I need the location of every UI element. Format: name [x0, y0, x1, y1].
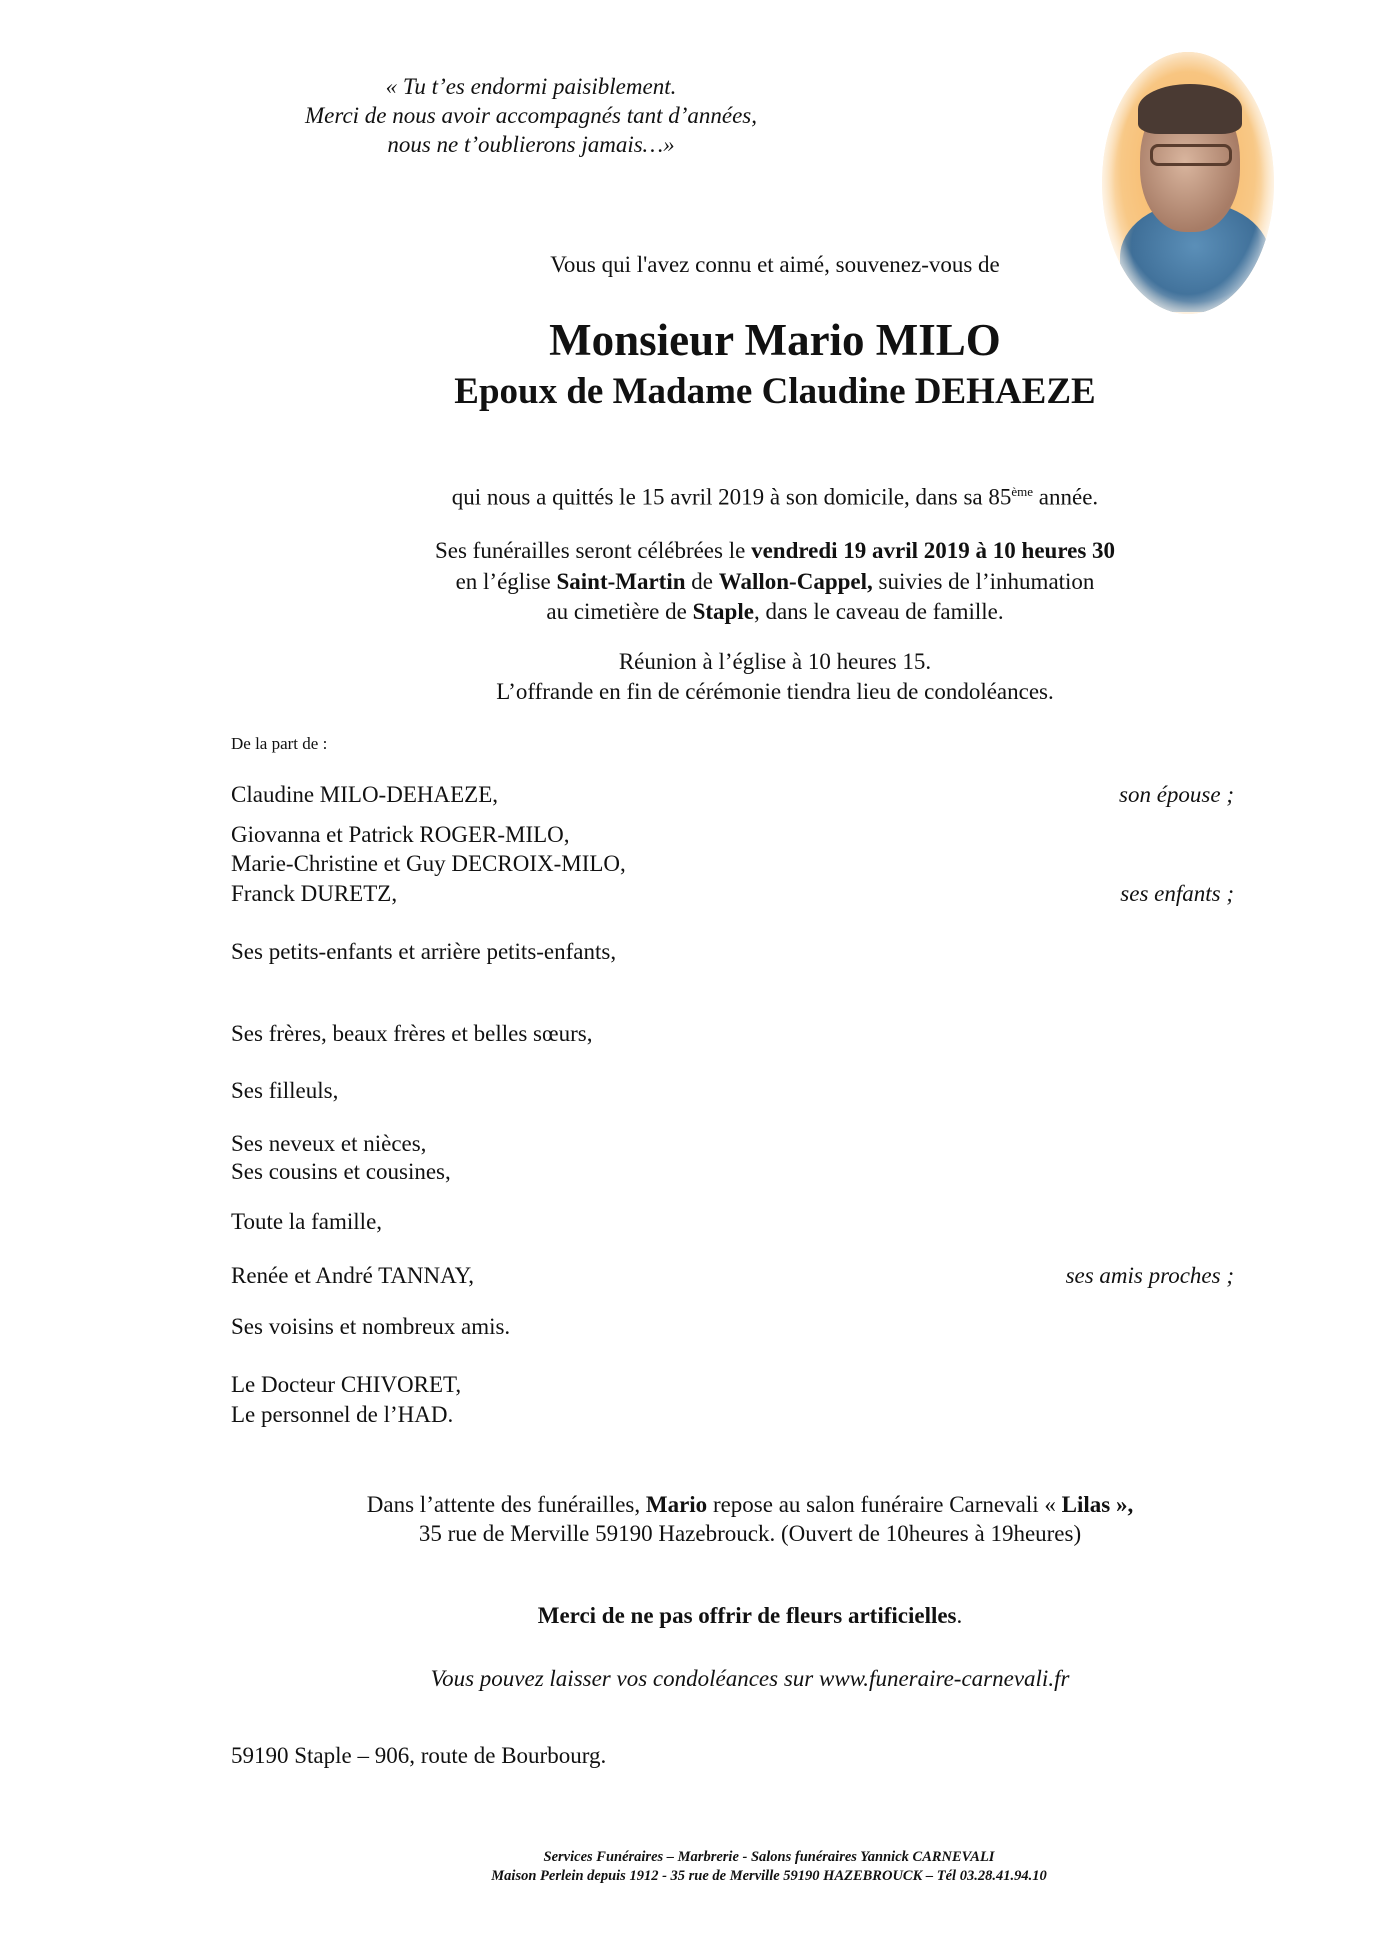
footer-line: Services Funéraires – Marbrerie - Salons funéraires Yannick CARNEVALI [543, 1849, 995, 1865]
rest-address: 35 rue de Merville 59190 Hazebrouck. (Ouvert de 10heures à 19heures) [418, 1521, 1082, 1546]
death-sup: ème [1011, 484, 1034, 499]
death-after: année. [1033, 484, 1099, 510]
role-label: ses enfants ; [1120, 881, 1234, 906]
list-item: Giovanna et Patrick ROGER-MILO, [231, 822, 570, 847]
funeral-line: Ses funérailles seront célébrées le vendredi 19 avril 2019 à 10 heures 30 [434, 538, 1116, 563]
quote-line: Merci de nous avoir accompagnés tant d’années, [304, 103, 757, 128]
footer-line: Maison Perlein depuis 1912 - 35 rue de Merville 59190 HAZEBROUCK – Tél 03.28.41.94.10 [491, 1868, 1047, 1884]
death-text: qui nous a quittés le 15 avril 2019 à son domicile, dans sa 85 [451, 484, 1012, 510]
list-item: Ses frères, beaux frères et belles sœurs, [231, 1021, 593, 1046]
page-title: Monsieur Mario MILO [549, 315, 1001, 365]
funeral-line: au cimetière de Staple, dans le caveau de famille. [546, 599, 1004, 624]
rest-line: Dans l’attente des funérailles, Mario repose au salon funéraire Carnevali « Lilas », [366, 1492, 1134, 1517]
quote-line: nous ne t’oublierons jamais…» [387, 132, 675, 157]
quote-line: « Tu t’es endormi paisiblement. [385, 74, 677, 99]
list-item: Ses voisins et nombreux amis. [231, 1314, 511, 1339]
role-label: son épouse ; [1119, 782, 1234, 807]
list-item: Ses petits-enfants et arrière petits-enfants, [231, 939, 617, 964]
role-label: ses amis proches ; [1065, 1263, 1234, 1288]
list-item: Renée et André TANNAY, [231, 1263, 475, 1288]
list-item: Ses cousins et cousines, [231, 1159, 451, 1184]
intro-text: Vous qui l'avez connu et aimé, souvenez-vous de [550, 252, 1000, 277]
list-item: Ses filleuls, [231, 1078, 339, 1103]
death-notice [0, 477, 1378, 513]
list-item: Claudine MILO-DEHAEZE, [231, 782, 498, 807]
list-item: Ses neveux et nièces, [231, 1131, 427, 1156]
condolences-text: Vous pouvez laisser vos condoléances sur www.funeraire-carnevali.fr [430, 1666, 1070, 1691]
list-item: Le Docteur CHIVORET, [231, 1372, 462, 1397]
home-address: 59190 Staple – 906, route de Bourbourg. [231, 1743, 607, 1768]
list-item: Toute la famille, [231, 1209, 383, 1234]
from-label: De la part de : [231, 734, 328, 753]
subtitle: Epoux de Madame Claudine DEHAEZE [454, 371, 1096, 412]
list-item: Franck DURETZ, [231, 881, 398, 906]
list-item: Marie-Christine et Guy DECROIX-MILO, [231, 851, 626, 876]
funeral-line: en l’église Saint-Martin de Wallon-Cappel, suivies de l’inhumation [455, 569, 1095, 594]
list-item: Le personnel de l’HAD. [231, 1402, 454, 1427]
meeting-line: L’offrande en fin de cérémonie tiendra lieu de condoléances. [496, 679, 1054, 704]
flowers-notice: Merci de ne pas offrir de fleurs artificielles. [537, 1603, 963, 1628]
meeting-line: Réunion à l’église à 10 heures 15. [618, 649, 932, 674]
